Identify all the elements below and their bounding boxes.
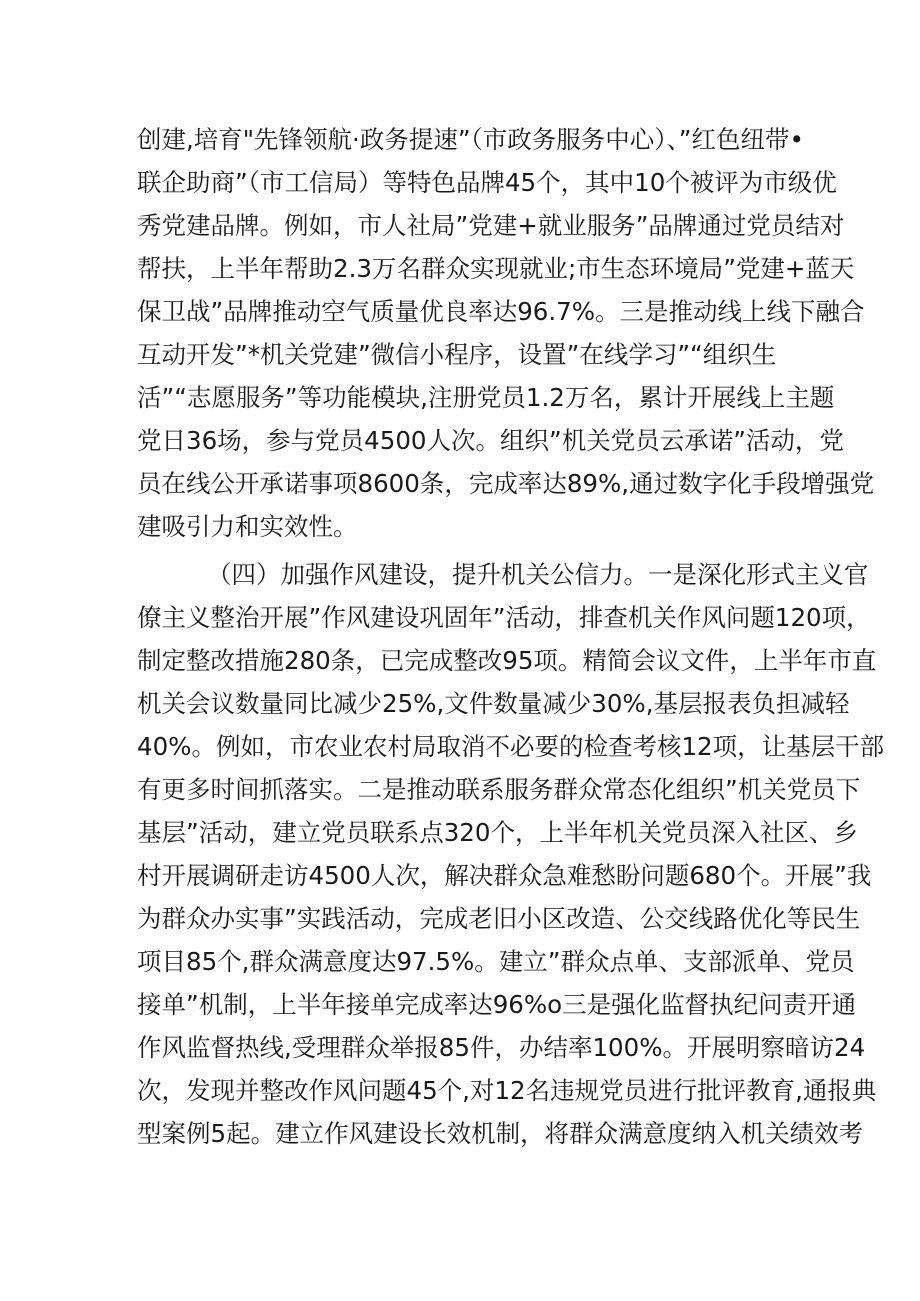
text-line: 次，发现并整改作风问题45个,对12名违规党员进行批评教育,通报典 xyxy=(137,1076,877,1105)
text-line: 联企助商”（市工信局）等特色品牌45个，其中10个被评为市级优 xyxy=(137,168,837,197)
text-line: 员在线公开承诺事项8600条，完成率达89%,通过数字化手段增强党 xyxy=(137,469,875,498)
text-line: 建吸引力和实效性。 xyxy=(137,512,358,541)
text-line: 僚主义整治开展”作风建设巩固年”活动，排查机关作风问题120项， xyxy=(137,603,871,632)
text-line: 互动开发”*机关党建”微信小程序，设置”在线学习”“组织生 xyxy=(137,340,777,369)
text-line: 创建,培育"先锋领航·政务提速”（市政务服务中心）、”红色纽带• xyxy=(137,125,804,154)
text-line: 秀党建品牌。例如，市人社局”党建+就业服务”品牌通过党员结对 xyxy=(137,211,845,240)
text-line: 为群众办实事”实践活动，完成老旧小区改造、公交线路优化等民生 xyxy=(137,904,861,933)
text-line: 40%。例如，市农业农村局取消不必要的检查考核12项，让基层干部 xyxy=(137,732,885,761)
text-line: 型案例5起。建立作风建设长效机制，将群众满意度纳入机关绩效考 xyxy=(137,1119,864,1148)
text-line: 作风监督热线,受理群众举报85件，办结率100%。开展明察暗访24 xyxy=(137,1033,866,1062)
text-line: 保卫战”品牌推动空气质量优良率达96.7%。三是推动线上线下融合 xyxy=(137,297,865,326)
text-line: 帮扶，上半年帮助2.3万名群众实现就业;市生态环境局”党建+蓝天 xyxy=(137,254,855,283)
text-line: 有更多时间抓落实。二是推动联系服务群众常态化组织”机关党员下 xyxy=(137,775,861,804)
text-line: 党日36场，参与党员4500人次。组织”机关党员云承诺”活动，党 xyxy=(137,426,844,455)
text-line: 基层”活动，建立党员联系点320个，上半年机关党员深入社区、乡 xyxy=(137,818,858,847)
text-line: 接单”机制，上半年接单完成率达96%o三是强化监督执纪问责开通 xyxy=(137,990,857,1019)
section-heading-line: （四）加强作风建设，提升机关公信力。一是深化形式主义官 xyxy=(207,560,869,589)
text-line: 村开展调研走访4500人次，解决群众急难愁盼问题680个。开展”我 xyxy=(137,861,872,890)
text-line: 机关会议数量同比减少25%,文件数量减少30%,基层报表负担减轻 xyxy=(137,689,850,718)
text-line: 制定整改措施280条，已完成整改95项。精简会议文件，上半年市直 xyxy=(137,646,877,675)
text-line: 项目85个,群众满意度达97.5%。建立”群众点单、支部派单、党员 xyxy=(137,947,855,976)
text-line: 活”“志愿服务”等功能模块,注册党员1.2万名，累计开展线上主题 xyxy=(137,383,835,412)
